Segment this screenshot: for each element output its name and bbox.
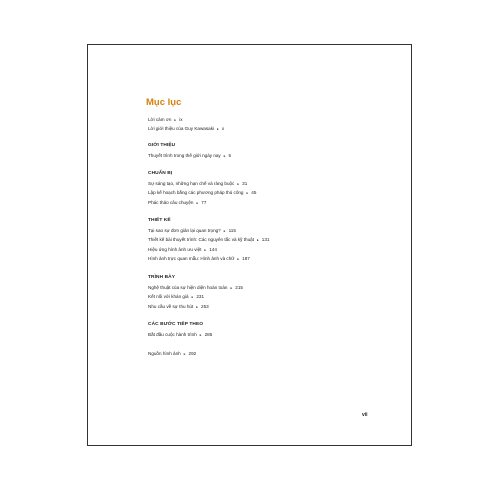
toc-entry-page: 131 xyxy=(261,237,270,242)
bullet-icon: ▸ xyxy=(183,351,186,356)
toc-entry-foreword xyxy=(148,126,224,132)
toc-entry-label: Sự sáng tạo, những hạn chế và ràng buộc xyxy=(148,181,235,186)
bullet-icon: ▸ xyxy=(174,117,177,122)
section-heading-preparation: CHUẨN BỊ xyxy=(148,171,173,176)
toc-entry xyxy=(148,153,231,159)
toc-entry-page: 187 xyxy=(242,256,250,261)
toc-entry-page: 144 xyxy=(209,247,217,252)
toc-entry-label: Kết nối với khán giả xyxy=(148,294,189,299)
toc-entry-label: Tại sao sự đơn giản lại quan trọng? xyxy=(148,228,221,233)
toc-entry-label: Lời cảm ơn xyxy=(148,117,172,122)
toc-entry xyxy=(148,237,269,243)
toc-entry-label: Hiệu ứng hình ảnh ưu việt xyxy=(148,247,202,252)
toc-entry-label: Nghệ thuật của sự hiện diện hoàn toàn xyxy=(148,285,228,290)
bullet-icon: ▸ xyxy=(237,256,240,261)
toc-entry-label: Lời giới thiệu của Guy Kawasaki xyxy=(148,126,215,131)
toc-entry-page: x xyxy=(221,126,225,131)
toc-entry-image-sources xyxy=(148,351,196,357)
toc-entry xyxy=(148,228,236,234)
bullet-icon: ▸ xyxy=(223,228,226,233)
bullet-icon: ▸ xyxy=(256,237,259,242)
toc-entry xyxy=(148,294,204,300)
toc-entry xyxy=(148,181,247,187)
toc-entry xyxy=(148,332,212,338)
toc-entry-label: Hình ảnh trực quan mẫu: Hình ảnh và chữ xyxy=(148,256,235,261)
bullet-icon: ▸ xyxy=(230,285,233,290)
toc-entry-page: ix xyxy=(179,117,183,122)
bullet-icon: ▸ xyxy=(204,247,207,252)
toc-entry-page: 45 xyxy=(251,190,257,195)
bullet-icon: ▸ xyxy=(196,200,199,205)
toc-entry xyxy=(148,247,217,253)
toc-entry xyxy=(148,200,206,206)
bullet-icon: ▸ xyxy=(246,190,249,195)
toc-entry-label: Thuyết trình trong thế giới ngày nay xyxy=(148,153,221,158)
book-page xyxy=(87,44,412,446)
bullet-icon: ▸ xyxy=(191,294,194,299)
toc-entry-page: 215 xyxy=(235,285,243,290)
section-heading-delivery: TRÌNH BÀY xyxy=(148,275,176,280)
toc-entry-page: 31 xyxy=(242,181,248,186)
bullet-icon: ▸ xyxy=(196,304,199,309)
toc-entry-page: 285 xyxy=(204,332,213,337)
section-heading-design: THIẾT KẾ xyxy=(148,218,171,223)
toc-entry-page: 77 xyxy=(201,200,207,205)
section-heading-introduction: GIỚI THIỆU xyxy=(148,143,176,148)
bullet-icon: ▸ xyxy=(217,126,219,131)
toc-entry-label: Bắt đầu cuộc hành trình xyxy=(148,332,197,337)
toc-entry-page: 292 xyxy=(188,351,197,356)
toc-entry-label: Lập kế hoạch bằng các phương pháp thủ công xyxy=(148,190,244,195)
toc-title: Mục lục xyxy=(146,97,182,108)
toc-entry xyxy=(148,304,209,310)
toc-entry xyxy=(148,256,250,262)
bullet-icon: ▸ xyxy=(199,332,202,337)
toc-entry-page: 115 xyxy=(228,228,236,233)
toc-entry-page: 5 xyxy=(228,153,232,158)
bullet-icon: ▸ xyxy=(237,181,240,186)
bullet-icon: ▸ xyxy=(223,153,226,158)
page-number: vii xyxy=(362,412,368,418)
toc-entry-label: Nhu cầu về sự thu hút xyxy=(148,304,194,309)
toc-entry-label: Nguồn hình ảnh xyxy=(148,351,181,356)
toc-entry-page: 253 xyxy=(201,304,209,309)
toc-entry xyxy=(148,285,243,291)
toc-entry-label: Phác thảo câu chuyện xyxy=(148,200,194,205)
toc-entry-label: Thiết kế bài thuyết trình: Các nguyên tắc và kỹ thuật xyxy=(148,237,254,242)
section-heading-next-steps: CÁC BƯỚC TIẾP THEO xyxy=(148,322,204,327)
toc-entry-page: 231 xyxy=(196,294,205,299)
toc-entry-acknowledgements xyxy=(148,117,183,123)
toc-entry xyxy=(148,190,256,196)
